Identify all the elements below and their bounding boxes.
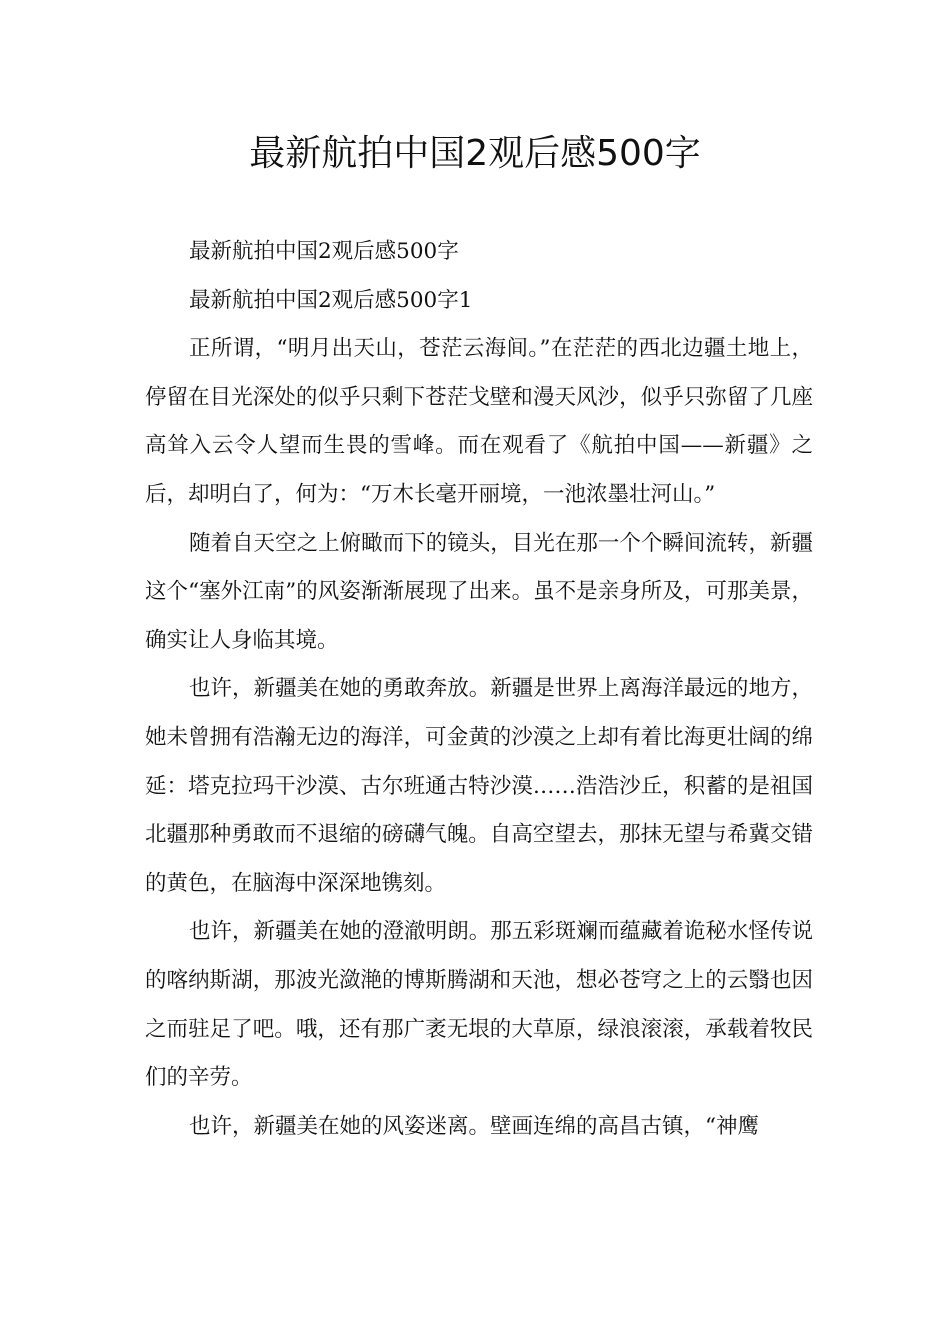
paragraph: 正所谓，“明月出天山，苍茫云海间。”在茫茫的西北边疆土地上，停留在目光深处的似乎只剩下苍茫戈壁和漫天风沙，似乎只弥留了几座高耸入云令人望而生畏的雪峰。而在观看了《航拍中国——新疆》之后，却明白了，何为：“万木长毫开丽境，一池浓墨壮河山。”: [145, 336, 813, 507]
paragraph: 随着自天空之上俯瞰而下的镜头，目光在那一个个瞬间流转，新疆这个“塞外江南”的风姿渐渐展现了出来。虽不是亲身所及，可那美景，确实让人身临其境。: [145, 530, 813, 653]
document-title: 最新航拍中国2观后感500字: [249, 133, 701, 174]
paragraph: 也许，新疆美在她的风姿迷离。壁画连绵的高昌古镇，“神鹰: [189, 1113, 759, 1139]
paragraph: 也许，新疆美在她的澄澈明朗。那五彩斑斓而蕴藏着诡秘水怪传说的喀纳斯湖，那波光潋滟的博斯腾湖和天池，想必苍穹之上的云翳也因之而驻足了吧。哦，还有那广袤无垠的大草原，绿浪滚滚，承载着牧民们的辛劳。: [145, 919, 813, 1091]
paragraph-heading: 最新航拍中国2观后感500字: [189, 239, 459, 264]
paragraph-subheading: 最新航拍中国2观后感500字1: [189, 287, 473, 313]
document-body: [145, 228, 813, 1151]
paragraph: 也许，新疆美在她的勇敢奔放。新疆是世界上离海洋最远的地方，她未曾拥有浩瀚无边的海洋，可金黄的沙漠之上却有着比海更壮阔的绵延：塔克拉玛干沙漠、古尔班通古特沙漠……浩浩沙丘，积蓄的是祖国北疆那种勇敢而不退缩的磅礴气魄。自高空望去，那抹无望与希冀交错的黄色，在脑海中深深地镌刻。: [145, 676, 813, 896]
